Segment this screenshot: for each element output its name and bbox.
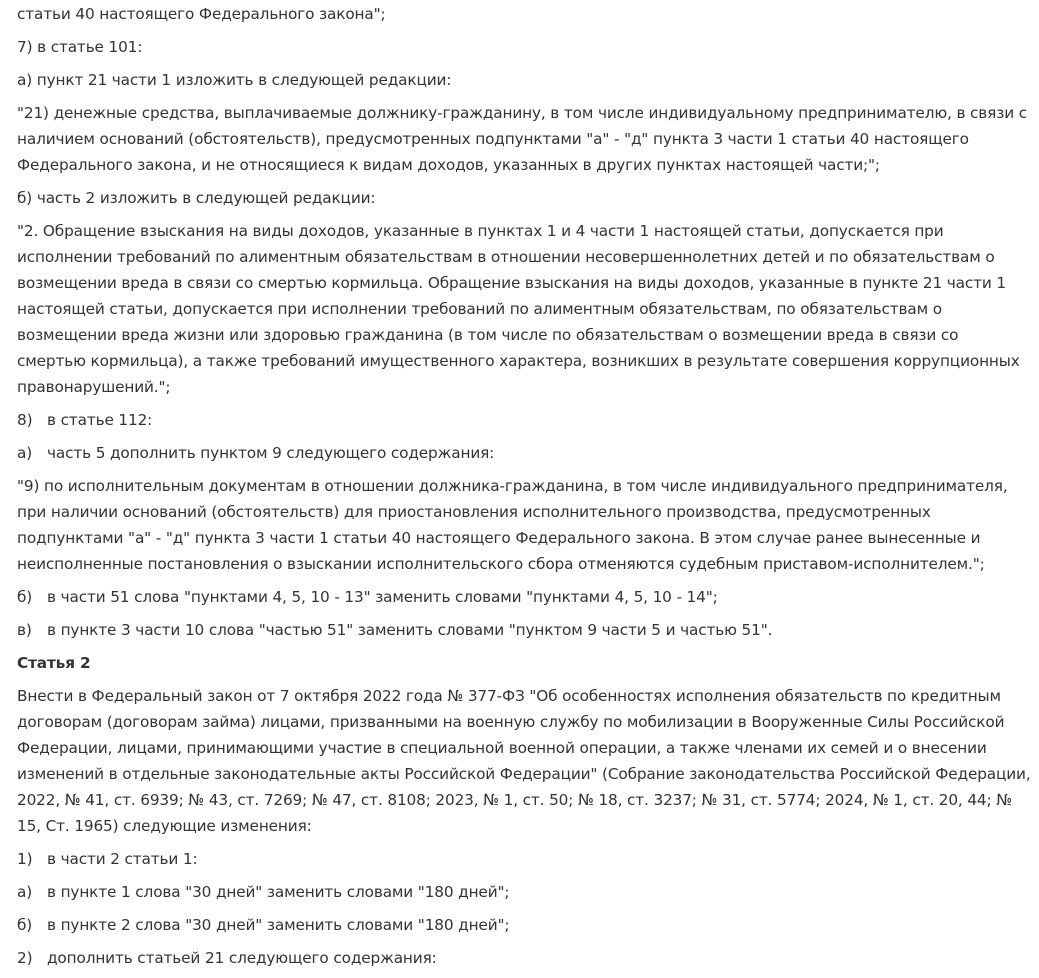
list-item bbox=[17, 912, 1031, 938]
list-item-text: дополнить статьей 21 следующего содержания: bbox=[47, 949, 437, 967]
list-item-text: часть 5 дополнить пунктом 9 следующего содержания: bbox=[47, 444, 495, 462]
list-item-text: в статье 112: bbox=[47, 411, 153, 429]
list-marker: б) bbox=[17, 588, 33, 606]
list-item bbox=[17, 945, 1031, 971]
list-item bbox=[17, 617, 1031, 643]
article-heading: Статья 2 bbox=[17, 654, 91, 672]
paragraph: б) часть 2 изложить в следующей редакции: bbox=[17, 189, 376, 207]
list-item bbox=[17, 407, 1031, 433]
list-marker: б) bbox=[17, 916, 33, 934]
list-marker: в) bbox=[17, 621, 32, 639]
list-marker: 1) bbox=[17, 850, 33, 868]
list-item-text: в пункте 3 части 10 слова "частью 51" заменить словами "пунктом 9 части 5 и частью 51". bbox=[47, 621, 773, 639]
list-item bbox=[17, 440, 1031, 466]
quoted-paragraph: "21) денежные средства, выплачиваемые должнику-гражданину, в том числе индивидуальному предпринимателю, в связи с наличием оснований (обстоятельств), предусмотренных подпунктами "а" - "д" пункта 3 части 1 статьи 40 настоящего Федерального закона, и не относящиеся к видам доходов, указанных в других пунктах настоящей части;"; bbox=[17, 104, 1027, 174]
article-intro: Внести в Федеральный закон от 7 октября 2022 года № 377-ФЗ "Об особенностях исполнения обязательств по кредитным договорам (договорам займа) лицами, призванными на военную службу по мобилизации в Вооруженные Силы Российской Федерации, лицами, принимающими участие в специальной военной операции, а также членами их семей и о внесении изменений в отдельные законодательные акты Российской Федерации" (Собрание законодательства Российской Федерации, 2022, № 41, ст. 6939; № 43, ст. 7269; № 47, ст. 8108; 2023, № 1, ст. 50; № 18, ст. 3237; № 31, ст. 5774; 2024, № 1, ст. 20, 44; № 15, Ст. 1965) следующие изменения: bbox=[17, 687, 1031, 835]
list-marker: 2) bbox=[17, 949, 33, 967]
list-item bbox=[17, 879, 1031, 905]
quoted-paragraph: "9) по исполнительным документам в отношении должника-гражданина, в том числе индивидуального предпринимателя, при наличии оснований (обстоятельств) для приостановления исполнительного производства, предусмотренных подпунктами "а" - "д" пункта 3 части 1 статьи 40 настоящего Федерального закона. В этом случае ранее вынесенные и неисполненные постановления о взыскании исполнительского сбора отменяются судебным приставом-исполнителем."; bbox=[17, 477, 1008, 573]
paragraph: статьи 40 настоящего Федерального закона"; bbox=[17, 5, 386, 23]
list-marker: 8) bbox=[17, 411, 33, 429]
list-item-text: в части 51 слова "пунктами 4, 5, 10 - 13" заменить словами "пунктами 4, 5, 10 - 14"; bbox=[47, 588, 718, 606]
list-item bbox=[17, 846, 1031, 872]
list-marker: а) bbox=[17, 883, 33, 901]
quoted-paragraph: "2. Обращение взыскания на виды доходов, указанные в пунктах 1 и 4 части 1 настоящей статьи, допускается при исполнении требований по алиментным обязательствам в отношении несовершеннолетних детей и по обязательствам о возмещении вреда в связи со смертью кормильца. Обращение взыскания на виды доходов, указанные в пункте 21 части 1 настоящей статьи, допускается при исполнении требований по алиментным обязательствам, по обязательствам о возмещении вреда жизни или здоровью гражданина (в том числе по обязательствам о возмещении вреда в связи со смертью кормильца), а также требований имущественного характера, возникших в результате совершения коррупционных правонарушений."; bbox=[17, 222, 1020, 396]
paragraph: а) пункт 21 части 1 изложить в следующей редакции: bbox=[17, 71, 452, 89]
paragraph: 7) в статье 101: bbox=[17, 38, 143, 56]
list-item bbox=[17, 584, 1031, 610]
document-body bbox=[17, 0, 1031, 978]
list-item-text: в пункте 1 слова "30 дней" заменить словами "180 дней"; bbox=[47, 883, 510, 901]
list-marker: а) bbox=[17, 444, 33, 462]
list-item-text: в пункте 2 слова "30 дней" заменить словами "180 дней"; bbox=[47, 916, 510, 934]
list-item-text: в части 2 статьи 1: bbox=[47, 850, 198, 868]
